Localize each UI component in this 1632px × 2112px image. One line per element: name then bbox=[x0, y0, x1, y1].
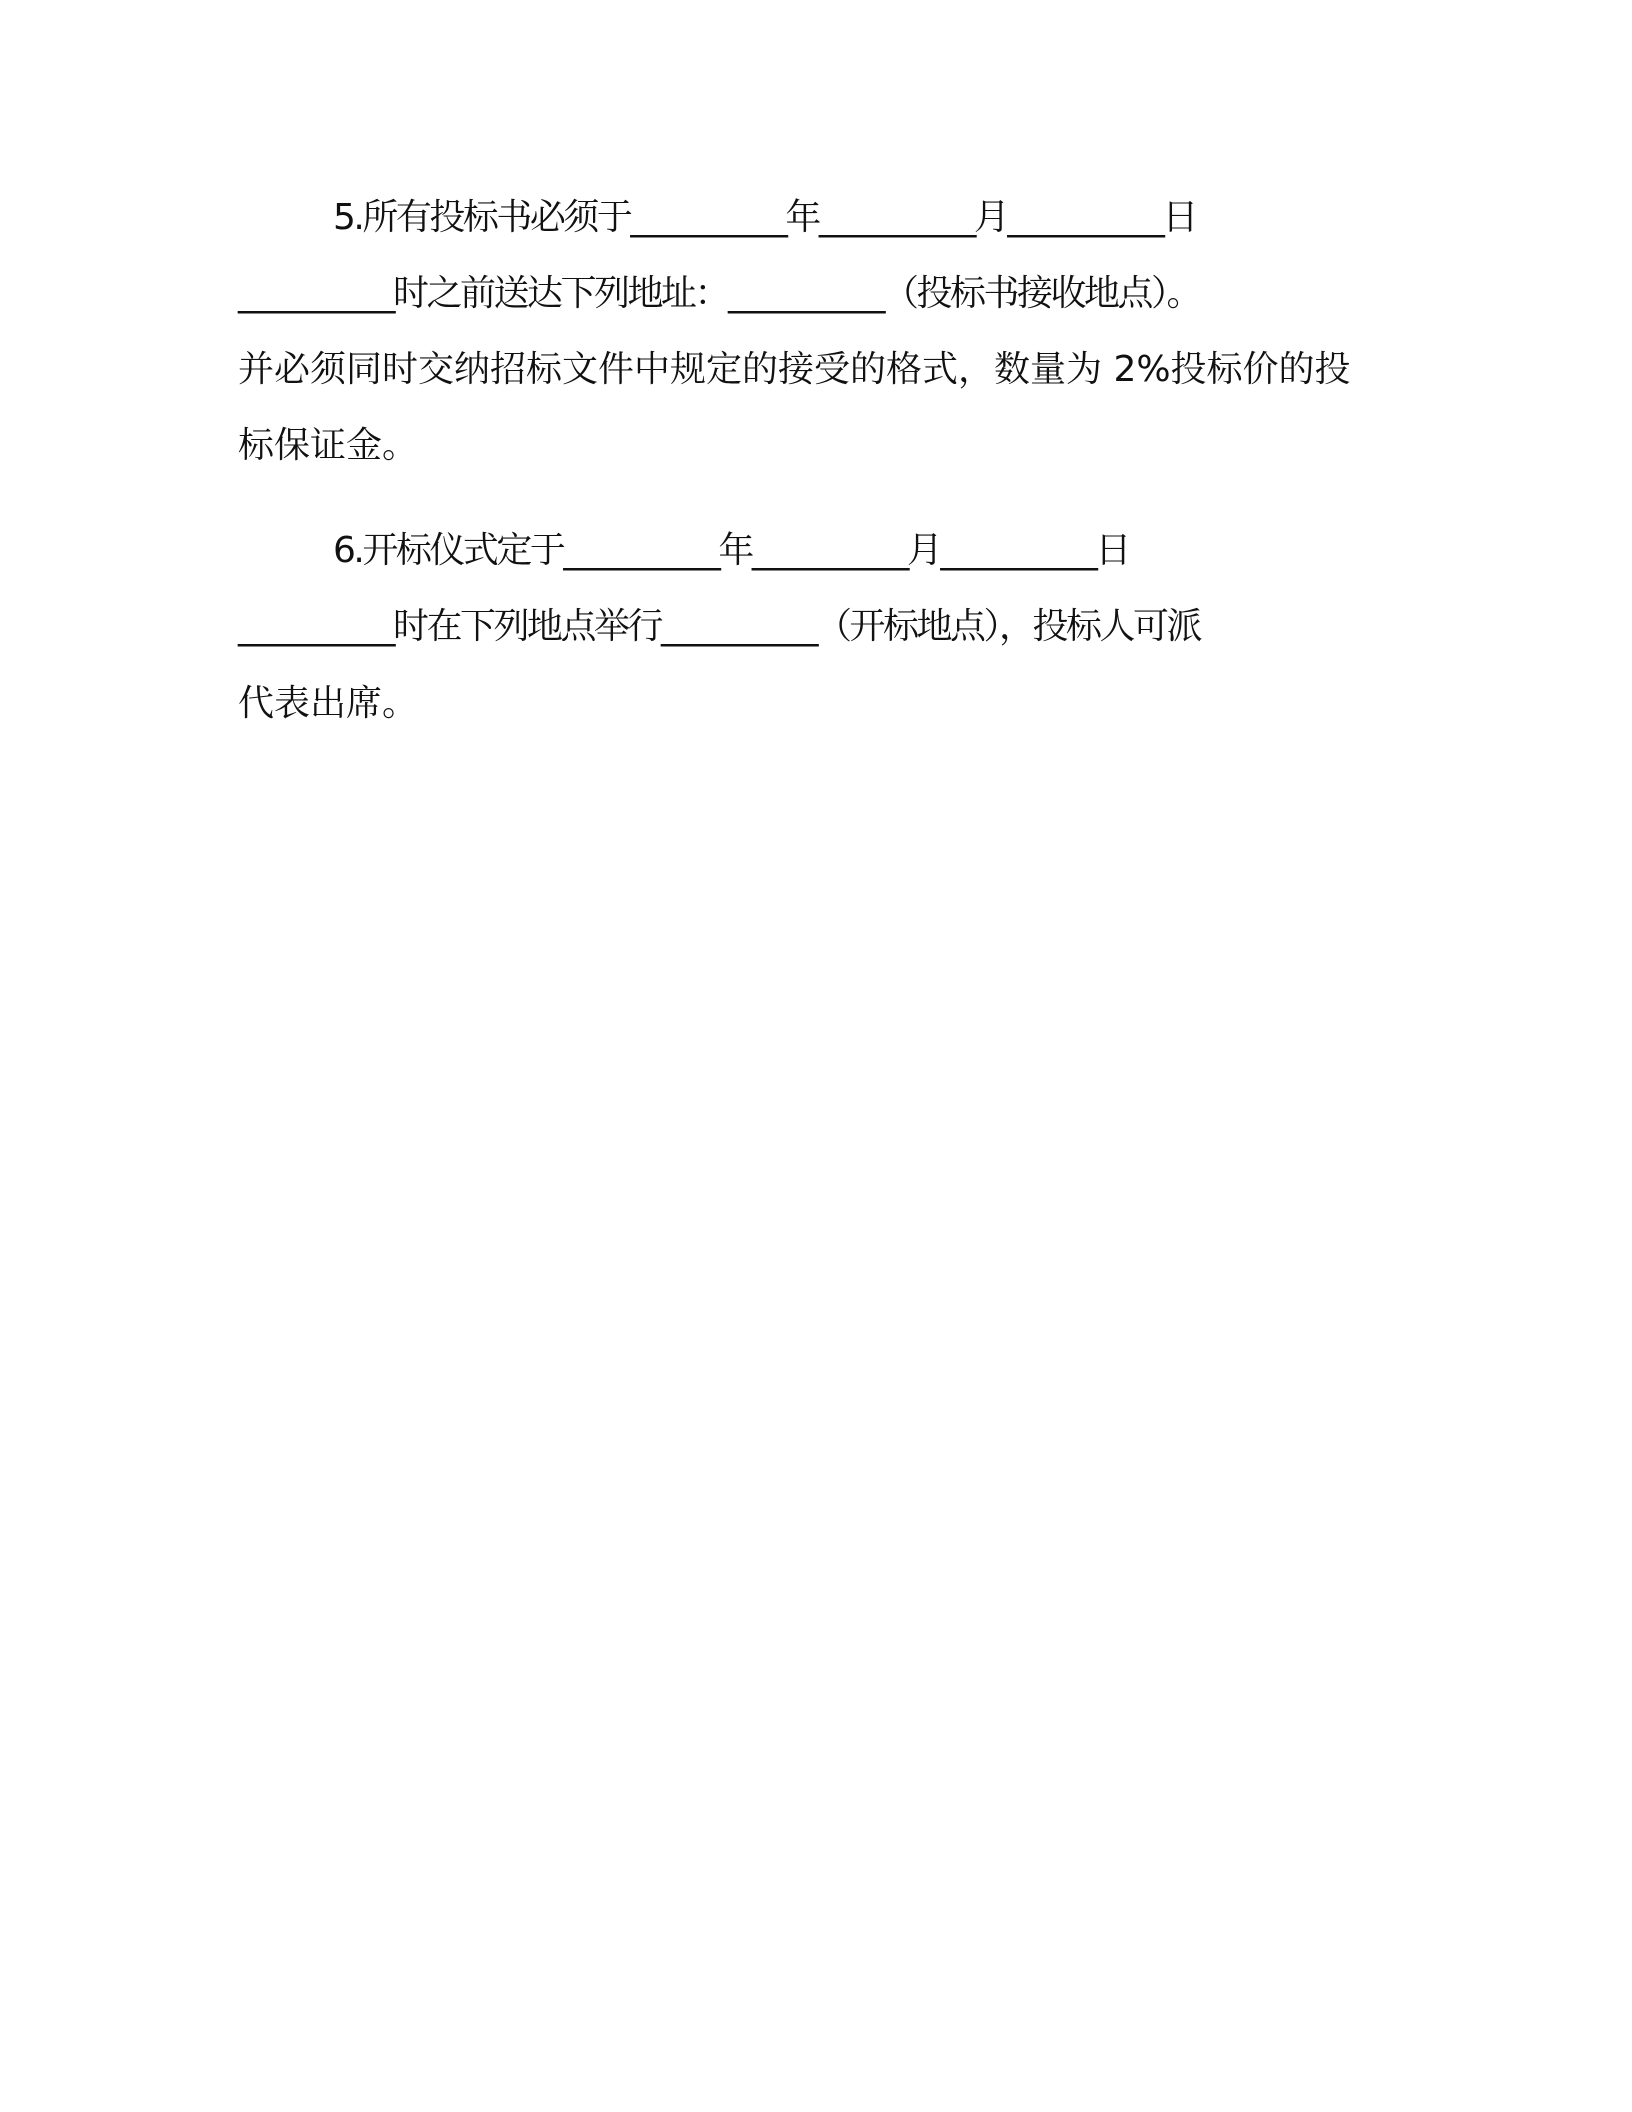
paragraph-6-line-3: 代表出席。 bbox=[238, 683, 419, 724]
paragraph-5-line-1: 5.所有投标书必须于__________年__________月__________日 bbox=[333, 197, 1196, 238]
paragraph-5-line-3: 并必须同时交纳招标文件中规定的接受的格式，数量为 2%投标价的投 bbox=[238, 349, 1351, 390]
paragraph-6-line-1: 6.开标仪式定于__________年__________月__________日 bbox=[333, 530, 1129, 571]
paragraph-6-line-2: __________时在下列地点举行__________（开标地点），投标人可派 bbox=[238, 606, 1201, 647]
paragraph-5-line-2: __________时之前送达下列地址：__________（投标书接收地点）。 bbox=[238, 273, 1201, 314]
paragraph-5-line-4: 标保证金。 bbox=[238, 425, 419, 466]
